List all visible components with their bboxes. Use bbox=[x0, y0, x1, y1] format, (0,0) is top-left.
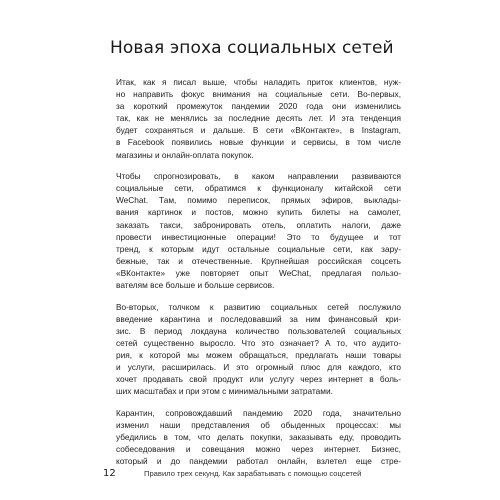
text-line: который и до пандемии работал онлайн, взлетел еще стре- bbox=[116, 456, 401, 467]
text-line: рия, к которой мы можем обращаться, предлагать наши товары bbox=[116, 349, 401, 360]
chapter-title: Новая эпоха социальных сетей bbox=[110, 38, 394, 58]
text-line: бежные, так и отечественные. Крупнейшая российская соцсеть bbox=[116, 255, 401, 266]
text-line: так, как не менялись за последние десять лет. И эта тенденция bbox=[116, 113, 401, 124]
text-line: вателям все больше и больше сервисов. bbox=[116, 280, 275, 290]
paragraph bbox=[116, 170, 401, 291]
text-line: за короткий промежуток пандемии 2020 года они изменились bbox=[116, 101, 401, 112]
running-title: Правило трех секунд. Как зарабатывать с помощью соцсетей bbox=[144, 469, 362, 478]
text-line: заказать такси, забронировать отель, оплатить налоги, даже bbox=[116, 219, 401, 230]
text-line: тренд, к которым идут остальные социальные сети, как зару- bbox=[116, 243, 401, 254]
text-line: зис. В период локдауна количество пользователей социальных bbox=[116, 325, 401, 336]
paragraph bbox=[116, 407, 401, 467]
text-line: «ВКонтакте» уже повторяет опыт WeChat, предлагая пользо- bbox=[116, 267, 401, 278]
paragraph bbox=[116, 301, 401, 398]
text-line: собеседования и совещания можно через интернет. Бизнес, bbox=[116, 444, 401, 455]
body-text bbox=[116, 76, 401, 477]
page-footer bbox=[0, 468, 500, 482]
text-line: изменил наши представления об обыденных процессах: мы bbox=[116, 419, 401, 430]
text-line: Чтобы спрогнозировать, в каком направлении развиваются bbox=[116, 171, 401, 182]
text-line: хочет продавать свой продукт или услугу через интернет в боль- bbox=[116, 374, 401, 385]
text-line: введение карантина и последовавший за ним финансовый кри- bbox=[116, 313, 401, 324]
text-line: провести инвестиционные операции! Это то будущее и тот bbox=[116, 231, 401, 242]
text-line: вания картинок и постов, можно купить билеты на самолет, bbox=[116, 207, 401, 218]
text-line: будет сохраняться и дальше. В сети «ВКонтакте», в Instagram, bbox=[116, 125, 401, 136]
text-line: в Facebook появились новые функции и сервисы, в том числе bbox=[116, 137, 401, 148]
text-line: WeChat. Там, помимо переписок, прямых эфиров, выклады- bbox=[116, 195, 401, 206]
text-line: социальные сети, обратимся к функционалу китайской сети bbox=[116, 183, 401, 194]
text-line: сетей существенно выросло. Что это означает? А то, что аудито- bbox=[116, 337, 401, 348]
text-line: ших масштабах и при этом с минимальными затратами. bbox=[116, 386, 333, 397]
text-line: но направить фокус внимания на социальные сети. Во-первых, bbox=[116, 89, 401, 100]
page-number: 12 bbox=[103, 468, 116, 479]
text-line: Во-вторых, толчком к развитию социальных сетей послужило bbox=[116, 301, 401, 312]
text-line: Карантин, сопровождавший пандемию 2020 года, значительно bbox=[116, 407, 401, 418]
text-line: и услуги, расширилась. И это огромный плюс для каждого, кто bbox=[116, 362, 401, 373]
text-line: убедились в том, что делать покупки, заказывать еду, проводить bbox=[116, 432, 401, 443]
text-line: Итак, как я писал выше, чтобы наладить приток клиентов, нуж- bbox=[116, 77, 401, 87]
text-line: магазины и онлайн-оплата покупок. bbox=[116, 149, 254, 160]
paragraph bbox=[116, 76, 401, 161]
